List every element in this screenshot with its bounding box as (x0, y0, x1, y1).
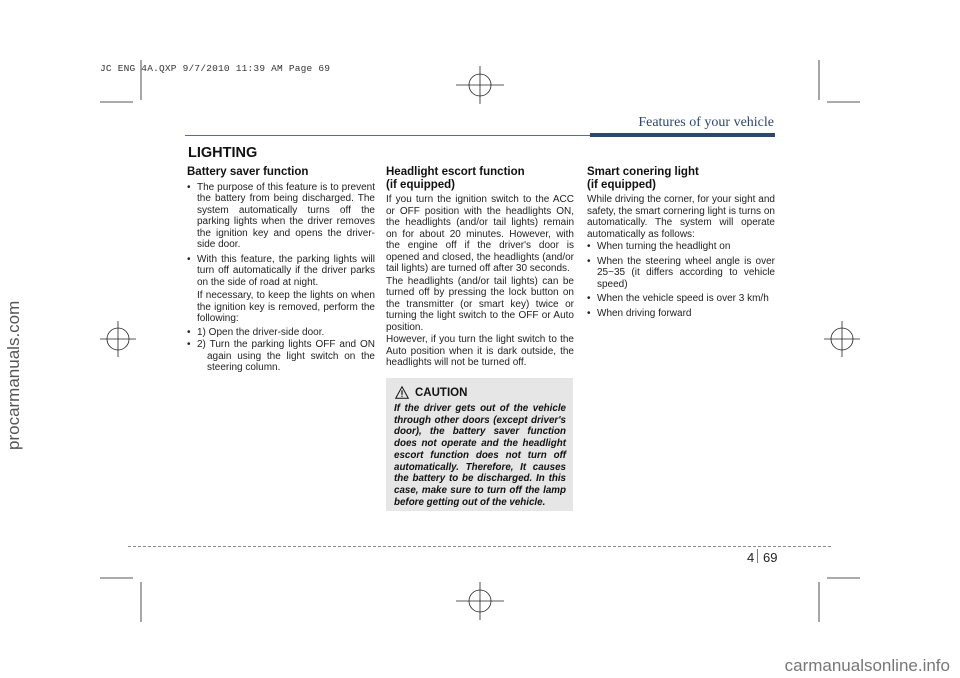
smart-cornering-heading: Smart conering light (if equipped) (587, 166, 699, 191)
paragraph: If you turn the ignition switch to the ACC or OFF position with the headlights ON, the headlights (and/or tail lights) remain on for about 20 minutes. However, with the engine off if the driver's door is opened and closed, the headlights (and/or tail lights) are turned off after 30 seconds. (386, 194, 574, 274)
header-rule (185, 133, 775, 137)
headlight-escort-heading: Headlight escort function (if equipped) (386, 166, 525, 191)
column-battery-saver (187, 166, 375, 377)
page-chapter-number: 4 (747, 550, 755, 565)
list-item: • When driving forward (587, 308, 775, 320)
caution-text: If the driver gets out of the vehicle through other doors (except driver's door), the battery saver function does not operate and the headlight escort function does not turn off automatically. Therefore, It causes the battery to be discharged. In this case, make sure to turn off the lamp before getting out of the vehicle. (394, 403, 566, 508)
battery-saver-steps (197, 327, 375, 374)
column-smart-cornering (587, 166, 775, 322)
footer-rule (128, 546, 831, 547)
column-headlight-escort (386, 166, 574, 370)
chapter-title: LIGHTING (188, 145, 258, 161)
paragraph: While driving the corner, for your sight and safety, the smart cornering light is turns on automatically. The system will operate automatically as follows: (587, 194, 775, 240)
page-number-separator (757, 549, 758, 563)
paragraph: However, if you turn the light switch to the Auto position when it is dark outside, the headlights will not be turned off. (386, 334, 574, 368)
section-header: Features of your vehicle (638, 115, 774, 130)
print-header: JC ENG 4A.QXP 9/7/2010 11:39 AM Page 69 (100, 63, 331, 74)
side-watermark: procarmanuals.com (4, 300, 23, 450)
list-item: • The purpose of this feature is to prevent the battery from being discharged. The system automatically turns off the parking lights when the driver removes the ignition key and opens the driver-side door. (187, 182, 375, 251)
battery-saver-heading: Battery saver function (187, 166, 309, 178)
list-item: • When turning the headlight on (587, 241, 775, 253)
warning-triangle-icon (395, 386, 409, 399)
smart-cornering-bullets (587, 241, 775, 319)
caution-header (395, 386, 467, 399)
list-item: • With this feature, the parking lights will turn off automatically if the driver parks on the side of road at night. If necessary, to keep the lights on when the ignition key is removed, perform the following: • 1) Open the driver-side door. • 2) Turn the parking lights OFF and ON again using the light switch on the steering column. (187, 254, 375, 374)
caution-title: CAUTION (415, 386, 468, 399)
battery-saver-followup: If necessary, to keep the lights on when the ignition key is removed, perform the following: (197, 290, 375, 324)
step-item: • 2) Turn the parking lights OFF and ON again using the light switch on the steering column. (197, 339, 375, 374)
list-item: • When the vehicle speed is over 3 km/h (587, 293, 775, 305)
battery-saver-bullets (187, 182, 375, 374)
paragraph: The headlights (and/or tail lights) can be turned off by pressing the lock button on the transmitter (or smart key) twice or turning the light switch to the OFF or Auto position. (386, 275, 574, 333)
caution-box (386, 378, 573, 511)
bottom-watermark: carmanualsonline.info (784, 656, 950, 675)
page-number: 69 (763, 550, 778, 565)
list-item: • When the steering wheel angle is over 25~35 (it differs according to vehicle speed) (587, 256, 775, 291)
step-item: • 1) Open the driver-side door. (197, 327, 375, 339)
